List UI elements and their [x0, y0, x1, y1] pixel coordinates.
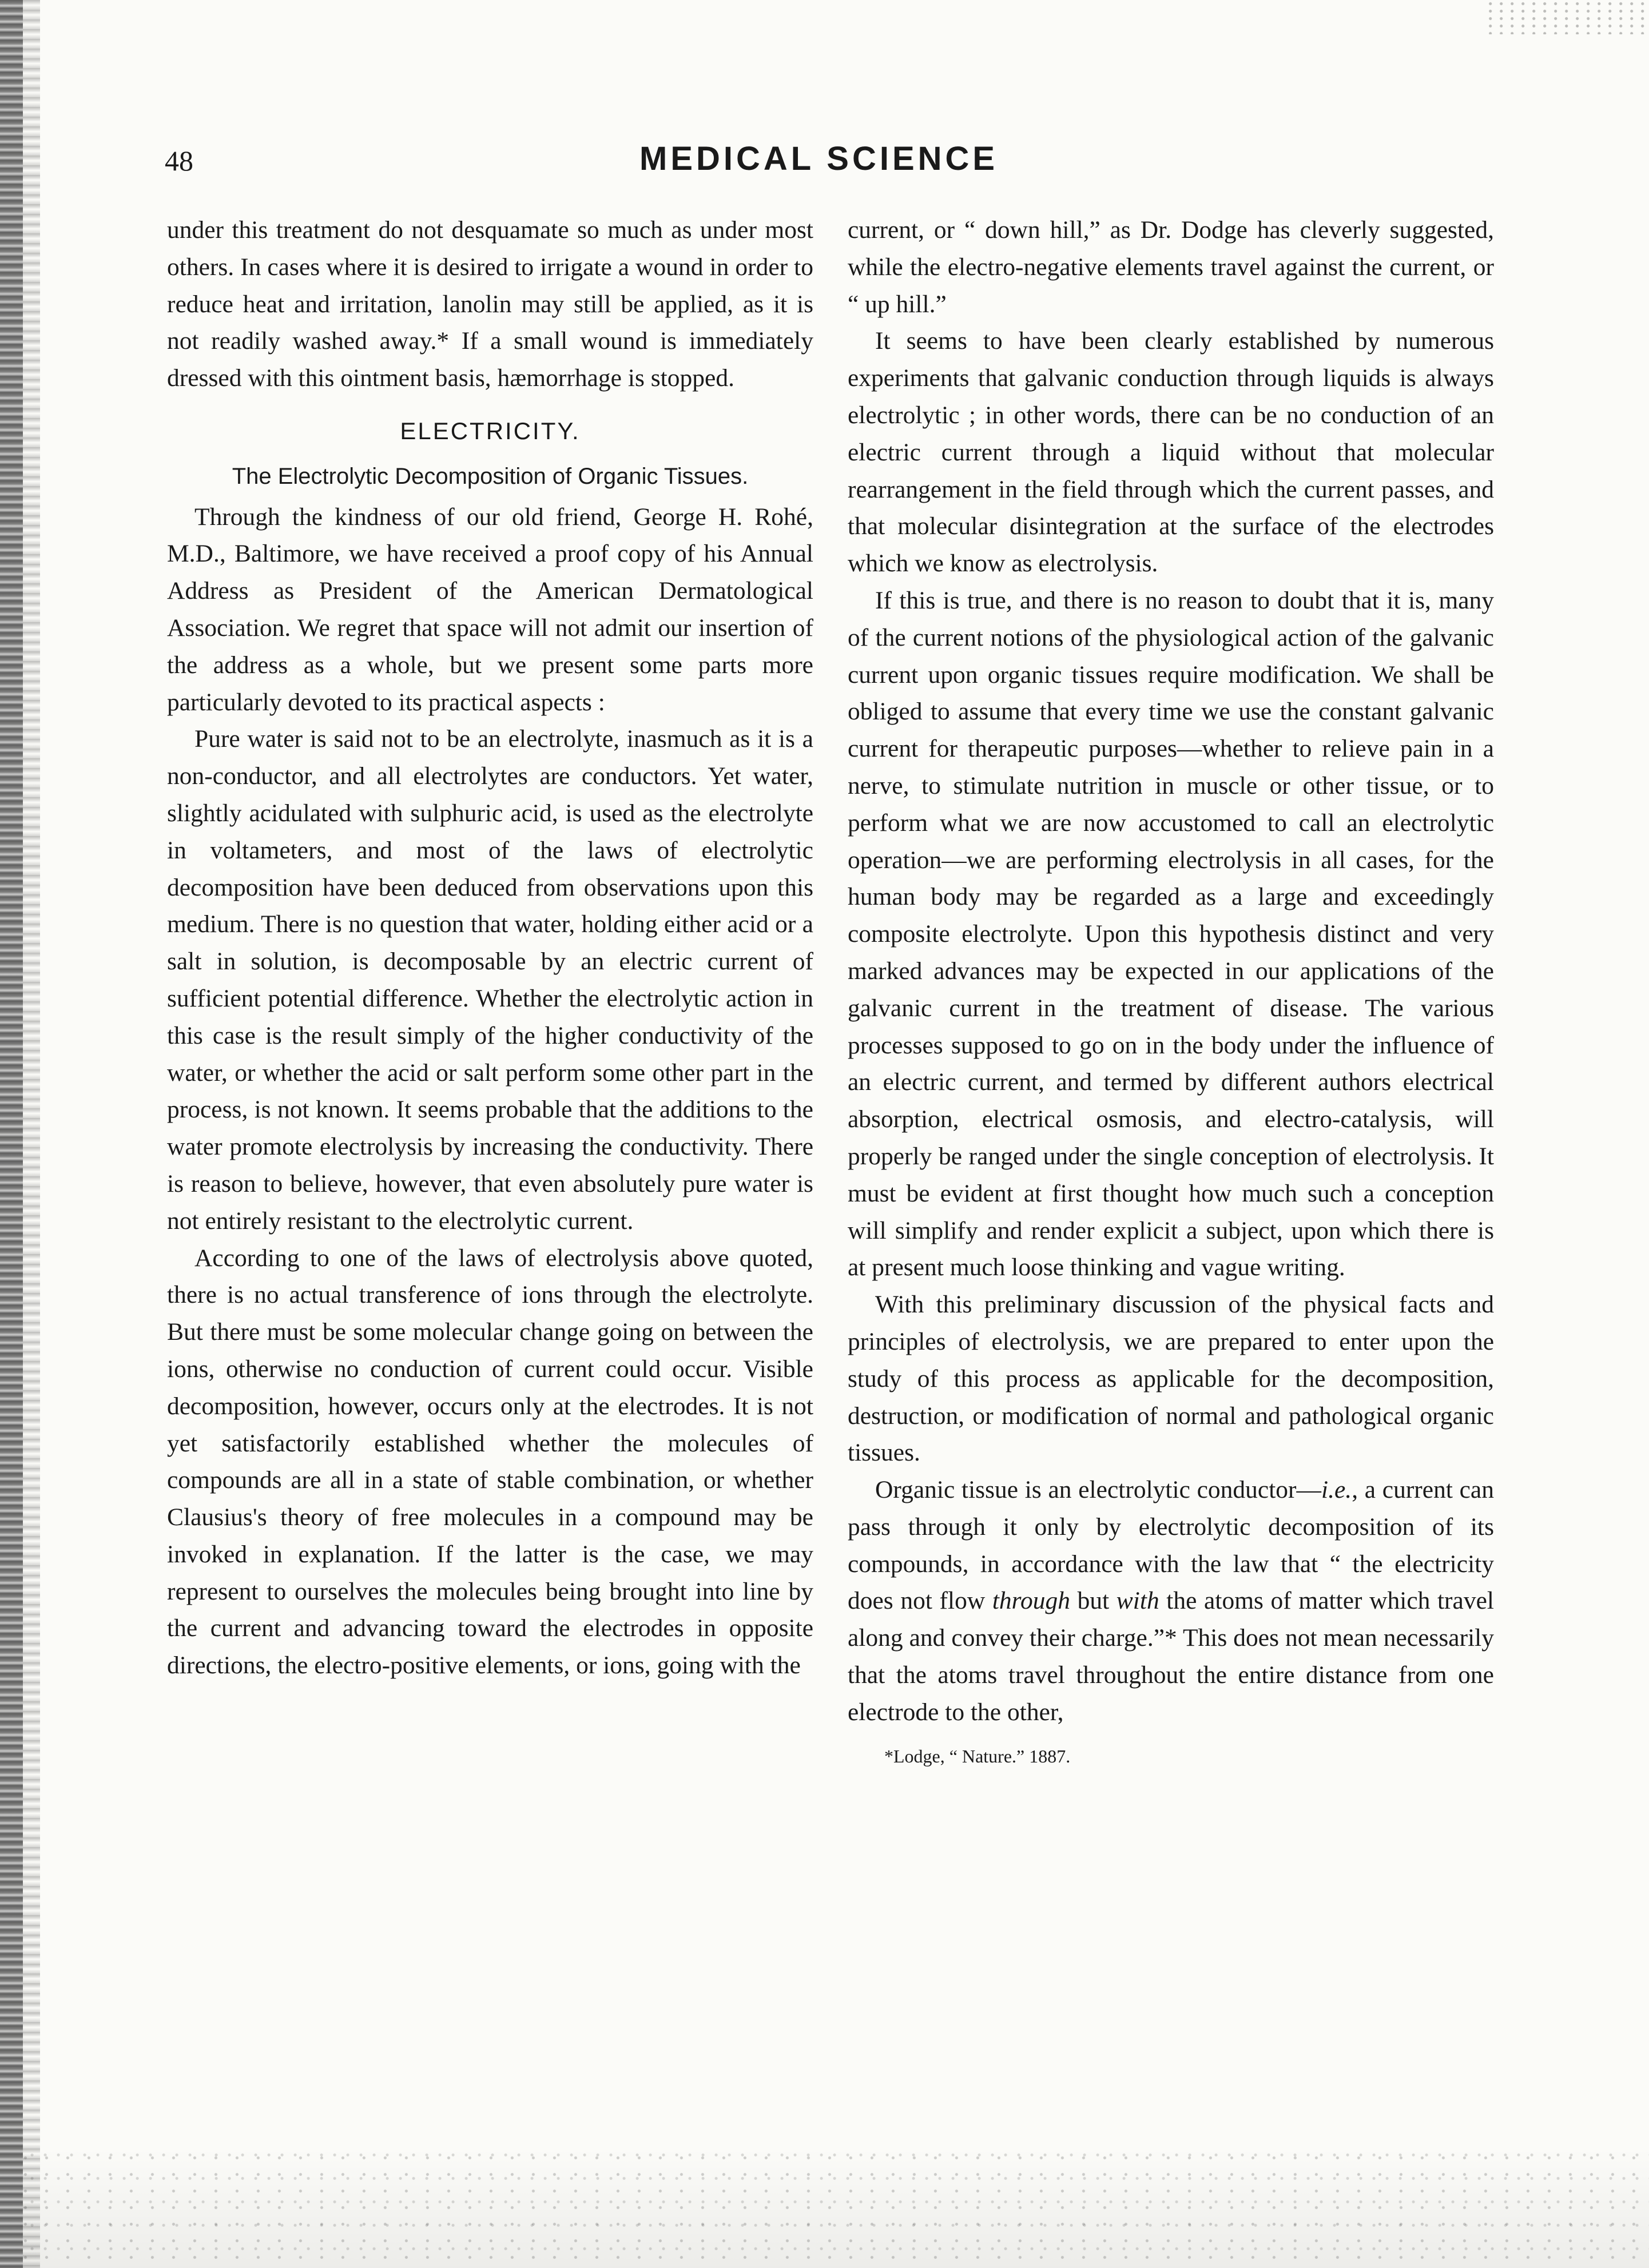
- footnote: *Lodge, “ Nature.” 1887.: [884, 1745, 1071, 1766]
- page-binding-shadow: [23, 0, 40, 2268]
- text-run: Organic tissue is an electrolytic conductor—: [875, 1476, 1322, 1504]
- text-run: the atoms of matter which travel along and convey their charge.”* This does not mean necessarily that the atoms travel throughout the entire distance from one electrode to the other,: [848, 1587, 1494, 1726]
- paragraph: If this is true, and there is no reason to doubt that it is, many of the current notions of the physiological action of the galvanic current upon organic tissues require modification. We shall be obliged to assume that every time we use the constant galvanic current for therapeutic purposes—whether to relieve pain in a nerve, to stimulate nutrition in muscle or other tissue, or to perform what we are now accustomed to call an electrolytic operation—we are performing electrolysis in all cases, for the human body may be regarded as a large and exceedingly composite electrolyte. Upon this hypothesis distinct and very marked advances may be expected in our applications of the galvanic current in the treatment of disease. The various processes supposed to go on in the body under the influence of an electric current, and termed by different authors electrical absorption, electrical osmosis, and electro-catalysis, will properly be ranged under the single conception of electrolysis. It must be evident at first thought how much such a conception will simplify and render explicit a subject, upon which there is at present much loose thinking and vague writing.: [848, 586, 1494, 1282]
- section-title: ELECTRICITY.: [400, 417, 581, 444]
- page-header: [165, 140, 1446, 191]
- italic-text: through: [992, 1587, 1070, 1615]
- page-binding-edge: [0, 0, 23, 2268]
- paragraph: Through the kindness of our old friend, George H. Rohé, M.D., Baltimore, we have received a proof copy of his Annual Address as President of the American Dermatological Association. We regret that space will not admit our insertion of the address as a whole, but we present some parts more particularly devoted to its practical aspects :: [167, 503, 813, 716]
- paragraph: With this preliminary discussion of the physical facts and principles of electrolysis, we are prepared to enter upon the study of this process as applicable for the decomposition, destruction, or modification of normal and pathological organic tissues.: [848, 1291, 1494, 1467]
- paragraph-intro: under this treatment do not desquamate so much as under most others. In cases where it is desired to irrigate a wound in order to reduce heat and irritation, lanolin may still be applied, as it is not readily washed away.* If a small wound is immediately dressed with this ointment basis, hæmorrhage is stopped.: [167, 216, 813, 392]
- right-column: [848, 212, 1494, 1769]
- scan-noise-bottom: [23, 2148, 1649, 2268]
- text-run: , a current can pass through it only by electrolytic decomposition of its compounds, in accordance with the law that “ the electricity does not flow: [848, 1476, 1494, 1615]
- paragraph: [848, 1471, 1494, 1731]
- paragraph-continued: current, or “ down hill,” as Dr. Dodge has cleverly suggested, while the electro-negative elements travel against the current, or “ up hill.”: [848, 216, 1494, 318]
- subsection-title: The Electrolytic Decomposition of Organic Tissues.: [232, 463, 749, 489]
- italic-text: i.e.: [1321, 1476, 1352, 1504]
- left-column: [167, 212, 813, 1684]
- paragraph: According to one of the laws of electrolysis above quoted, there is no actual transference of ions through the electrolyte. But there must be some molecular change going on between the ions, otherwise no conduction of current could occur. Visible decomposition, however, occurs only at the electrodes. It is not yet satisfactorily established whether the molecules of compounds are all in a state of stable combination, or whether Clausius's theory of free molecules in a compound may be invoked in explanation. If the latter is the case, we may represent to ourselves the molecules being brought into line by the current and advancing toward the electrodes in opposite directions, the electro-positive elements, or ions, going with the: [167, 1244, 813, 1680]
- running-head: MEDICAL SCIENCE: [639, 140, 999, 177]
- text-run: but: [1070, 1587, 1116, 1615]
- paragraph: It seems to have been clearly established by numerous experiments that galvanic conduction through liquids is always electrolytic ; in other words, there can be no conduction of an electric current through a liquid without that molecular rearrangement in the field through which the current passes, and that molecular disintegration at the surface of the electrodes which we know as electrolysis.: [848, 327, 1494, 578]
- italic-text: with: [1116, 1587, 1159, 1615]
- scan-noise-top: [1487, 0, 1649, 34]
- paragraph: Pure water is said not to be an electrolyte, inasmuch as it is a non-conductor, and all electrolytes are conductors. Yet water, slightly acidulated with sulphuric acid, is used as the electrolyte in voltameters, and most of the laws of electrolytic decomposition have been deduced from observations upon this medium. There is no question that water, holding either acid or a salt in solution, is decomposable by an electric current of sufficient potential difference. Whether the electrolytic action in this case is the result simply of the higher conductivity of the water, or whether the acid or salt perform some other part in the process, is not known. It seems probable that the additions to the water promote electrolysis by increasing the conductivity. There is reason to believe, however, that even absolutely pure water is not entirely resistant to the electrolytic current.: [167, 725, 813, 1235]
- page-number: 48: [165, 145, 193, 177]
